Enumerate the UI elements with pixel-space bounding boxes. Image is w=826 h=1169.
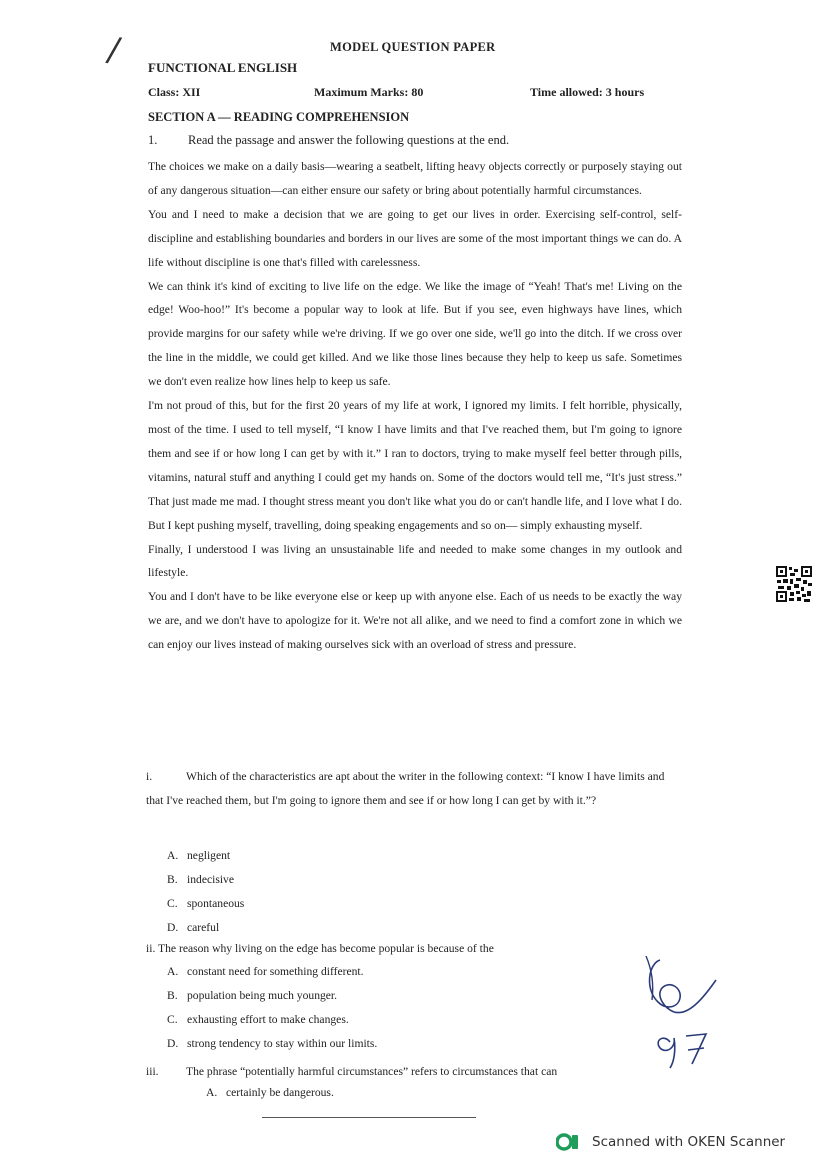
question-1-number: 1. — [148, 133, 158, 147]
oken-scanner-logo-icon — [556, 1132, 580, 1152]
time-allowed-label: Time allowed: 3 hours — [530, 85, 645, 99]
scanner-watermark — [556, 1132, 785, 1152]
question-text: The reason why living on the edge has become popular is because of the — [158, 942, 494, 955]
section-heading: SECTION A — READING COMPREHENSION — [148, 110, 410, 124]
margin-tick-mark: / — [103, 29, 124, 71]
max-marks-label: Maximum Marks: 80 — [314, 85, 424, 99]
question-1-instruction — [148, 133, 509, 148]
passage-paragraph: You and I need to make a decision that we are going to get our lives in order. Exercising self-control, self-discipline and establishing boundaries and borders in our lives are some of the most important things we can do. A life without discipline is one that's filled with carelessness. — [148, 207, 682, 269]
option-i-a: A. negligent — [167, 849, 231, 862]
question-number: i. — [146, 770, 153, 783]
reading-passage — [148, 155, 682, 657]
subject-title: FUNCTIONAL ENGLISH — [148, 60, 298, 75]
qr-code-icon — [775, 565, 813, 603]
question-number: iii. — [146, 1065, 159, 1078]
option-ii-a: A. constant need for something different. — [167, 965, 364, 978]
question-text: The phrase “potentially harmful circumstances” refers to circumstances that can — [186, 1065, 558, 1078]
option-ii-b: B. population being much younger. — [167, 989, 338, 1002]
class-label: Class: XII — [148, 85, 201, 99]
passage-paragraph: I'm not proud of this, but for the first 20 years of my life at work, I ignored my limits. I felt horrible, physically, most of the time. I used to tell myself, “I know I have limits and that I've reached them, but I'm going to ignore them and see if or how long I can get by with it.” I ran to doctors, trying to make myself feel better through pills, vitamins, natural stuff and anything I could get my hands on. Some of the doctors would tell me, “It's just stress.” That just made me mad. I thought stress meant you don't like what you do or can't handle life, and I love what I do. But I kept pushing myself, travelling, doing speaking engagements and so on— simply exhausting myself. — [148, 399, 682, 532]
bottom-divider — [262, 1117, 476, 1118]
scanner-watermark-text: Scanned with OKEN Scanner — [592, 1134, 786, 1150]
question-ii — [146, 937, 682, 961]
option-ii-d: D. strong tendency to stay within our limits. — [167, 1037, 378, 1050]
paper-title: MODEL QUESTION PAPER — [330, 40, 496, 54]
handwritten-signature-mark — [630, 950, 740, 1070]
question-number: ii. — [146, 942, 156, 955]
option-iii-a: A. certainly be dangerous. — [206, 1086, 334, 1099]
option-i-b: B. indecisive — [167, 873, 235, 886]
question-1-text: Read the passage and answer the following questions at the end. — [188, 133, 510, 147]
question-i — [146, 765, 682, 813]
passage-paragraph: We can think it's kind of exciting to live life on the edge. We like the image of “Yeah! That's me! Living on the edge! Woo-hoo!” It's become a popular way to look at life. But if you see, even highways have lines, which provide margins for our safety while we're driving. If we go over one side, we'll go into the ditch. If we cross over the line in the middle, we could get killed. And we like those lines because they help to keep us safe. Sometimes we don't even realize how lines help to keep us safe. — [148, 279, 682, 389]
option-i-c: C. spontaneous — [167, 897, 245, 910]
question-text: Which of the characteristics are apt about the writer in the following context: “I know I have limits and that I've reached them, but I'm going to ignore them and see if or how long I can get by with it.”? — [146, 770, 665, 807]
question-iii — [146, 1060, 682, 1084]
option-i-d: D. careful — [167, 921, 220, 934]
passage-paragraph: Finally, I understood I was living an unsustainable life and needed to make some changes in my outlook and lifestyle. — [148, 542, 682, 580]
option-ii-c: C. exhausting effort to make changes. — [167, 1013, 349, 1026]
passage-paragraph: The choices we make on a daily basis—wearing a seatbelt, lifting heavy objects correctly or purposely staying out of any dangerous situation—can either ensure our safety or bring about potentially harmful circumstances. — [148, 160, 682, 197]
passage-paragraph: You and I don't have to be like everyone else or keep up with anyone else. Each of us needs to be exactly the way we are, and we don't have to apologize for it. We're not all alike, and we need to find a comfort zone in which we can enjoy our lives instead of making ourselves sick with an overload of stress and pressure. — [148, 590, 682, 652]
